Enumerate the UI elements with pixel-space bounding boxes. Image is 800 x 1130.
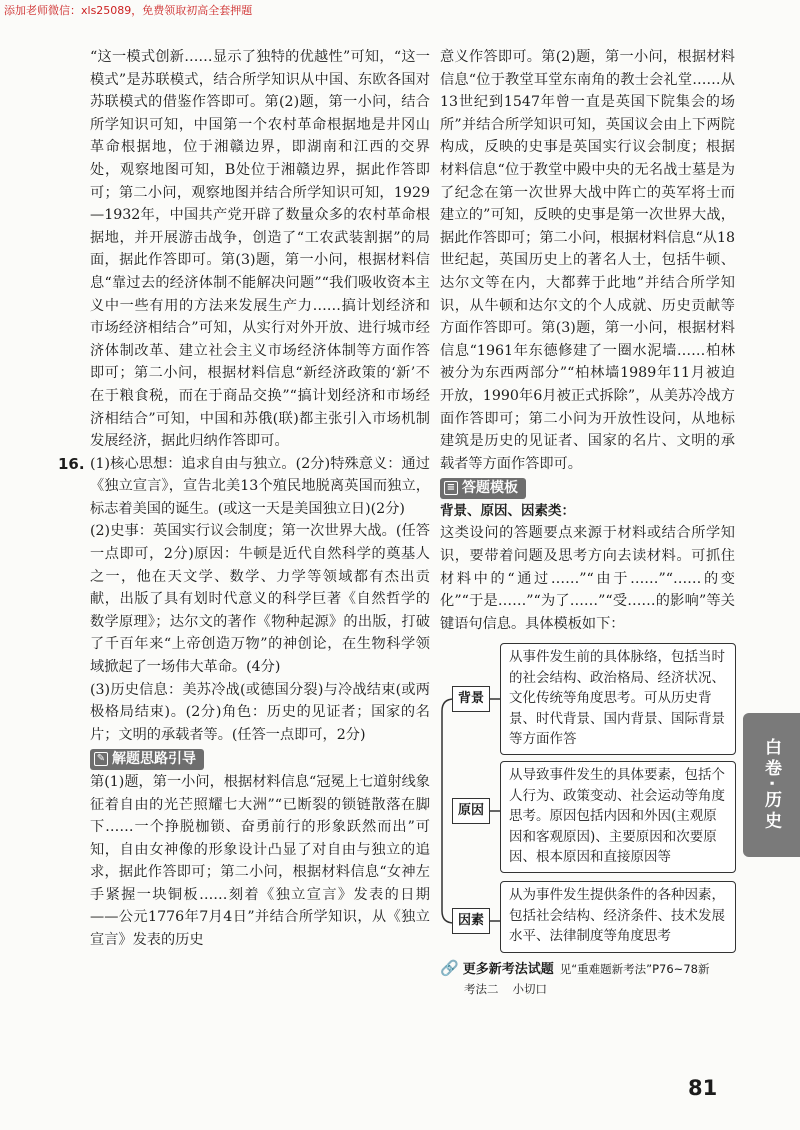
- pencil-icon: ✎: [94, 752, 108, 766]
- right-column: [440, 46, 735, 963]
- diagram-box-cause: 从导致事件发生的具体要素，包括个人行为、政策变动、社会运动等角度思考。原因包括内因和外因(主观原因和客观原因)、主要原因和次要原因、根本原因和直接原因等: [500, 761, 736, 873]
- diagram-label-factor: 因素: [452, 908, 490, 934]
- guide-banner: [90, 749, 204, 770]
- more-questions-reference: 见“重难题新考法”P76~78新: [559, 962, 710, 976]
- question-number: 16.: [58, 454, 85, 473]
- left-column: [58, 46, 430, 952]
- diagram-box-background: 从事件发生前的具体脉络，包括当时的社会结构、政治格局、经济状况、文化传统等角度思考。可从历史背景、时代背景、国内背景、国际背景等方面作答: [500, 643, 736, 755]
- intro-paragraph: “这一模式创新……显示了独特的优越性”可知，“这一模式”是苏联模式，结合所学知识从中国、东欧各国对苏联模式的借鉴作答即可。第(2)题，第一小问，结合所学知识可知，中国第一个农村革命根据地是井冈山革命根据地，位于湘赣边界，即湖南和江西的交界处，观察地图可知，B处位于湘赣边界，据此作答即可；第二小问，观察地图并结合所学知识可知，1929—1932年，中国共产党开辟了数量众多的农村革命根据地，并开展游击战争，创造了“工农武装割据”的局面，据此作答即可。第(3)题，第一小问，根据材料信息“靠过去的经济体制不能解决问题”“我们吸收资本主义中一些有用的方法来发展生产力……搞计划经济和市场经济相结合”可知，从实行对外开放、进行城市经济体制改革、建立社会主义市场经济体制等方面作答即可；第二小问，根据材料信息“新经济政策的‘新’不在于粮食税，而在于商品交换”“搞计划经济和市场经济相结合”可知，中国和苏俄(联)都主张引入市场机制发展经济，据此归纳作答即可。: [90, 49, 430, 450]
- page-number: 81: [688, 1076, 718, 1100]
- template-diagram: [440, 643, 740, 963]
- side-tab: 白卷·历史: [743, 713, 800, 857]
- template-paragraph: 这类设问的答题要点来源于材料或结合所学知识，要带着问题及思考方向去读材料。可抓住材料中的“通过……”“由于……”“……的变化”“于是……”“为了……”“受……的影响”等关键语句信息。具体模板如下：: [440, 525, 735, 632]
- answer-part-1: (1)核心思想：追求自由与独立。(2分)特殊意义：通过《独立宣言》，宣告北美13个殖民地脱离英国而独立，标志着美国的诞生。(或这一天是美国独立日)(2分): [90, 455, 430, 517]
- question-16-answer: [58, 453, 430, 747]
- guide-paragraph: 第(1)题，第一小问，根据材料信息“冠冕上七道射线象征着自由的光芒照耀七大洲”“已断裂的锁链散落在脚下……一个挣脱枷锁、奋勇前行的形象跃然而出”可知，自由女神像的形象设计凸显了对自由与独立的追求，据此作答即可；第二小问，根据材料信息“女神左手紧握一块铜板……刻着《独立宣言》发表的日期——公元1776年7月4日”并结合所学知识，从《独立宣言》发表的历史: [90, 773, 430, 949]
- template-banner-label: 答题模板: [462, 479, 518, 496]
- notebook-icon: ≡: [444, 481, 458, 495]
- template-banner: [440, 478, 526, 499]
- diagram-label-cause: 原因: [452, 798, 490, 824]
- diagram-label-background: 背景: [452, 686, 490, 712]
- more-questions-note: [440, 958, 740, 997]
- watermark-text: 添加老师微信：xls25089，免费领取初高全套押题: [4, 4, 253, 17]
- more-questions-topic: 小切口: [512, 982, 547, 996]
- diagram-box-factor: 从为事件发生提供条件的各种因素，包括社会结构、经济条件、技术发展水平、法律制度等角度思考: [500, 881, 736, 953]
- answer-part-2: (2)史事：英国实行议会制度；第一次世界大战。(任答一点即可，2分)原因：牛顿是近代自然科学的奠基人之一，他在天文学、数学、力学等领域都有杰出贡献，出版了具有划时代意义的科学巨著《自然哲学的数学原理》；达尔文的著作《物种起源》的出版，打破了千百年来“上帝创造万物”的神创论，在生物科学领域掀起了一场伟大革命。(4分): [90, 523, 430, 676]
- answer-part-3: (3)历史信息：美苏冷战(或德国分裂)与冷战结束(或两极格局结束)。(2分)角色：历史的见证者；国家的名片；文明的承载者等。(任答一点即可，2分): [90, 681, 430, 743]
- more-questions-title: 更多新考法试题: [462, 962, 554, 977]
- template-subhead: 背景、原因、因素类：: [440, 502, 575, 519]
- guide-banner-label: 解题思路引导: [112, 751, 196, 768]
- more-questions-method: 考法二: [464, 982, 499, 996]
- link-icon: 🔗: [440, 959, 459, 977]
- continued-paragraph: 意义作答即可。第(2)题，第一小问，根据材料信息“位于教堂耳堂东南角的教士会礼堂……从13世纪到1547年曾一直是英国下院集会的场所”并结合所学知识可知，英国议会由上下两院构成，反映的史事是英国实行议会制度；根据材料信息“位于教堂中殿中央的无名战士墓是为了纪念在第一次世界大战中阵亡的英军将士而建立的”可知，反映的史事是第一次世界大战，据此作答即可；第二小问，根据材料信息“从18世纪起，英国历史上的著名人士，包括牛顿、达尔文等在内，大都葬于此地”并结合所学知识，从牛顿和达尔文的个人成就、历史贡献等方面作答即可。第(3)题，第一小问，根据材料信息“1961年东德修建了一圈水泥墙……柏林被分为东西两部分”“柏林墙1989年11月被迫开放，1990年6月被正式拆除”，从美苏冷战方面作答即可；第二小问为开放性设问，从地标建筑是历史的见证者、国家的名片、文明的承载者等方面作答即可。: [440, 49, 735, 472]
